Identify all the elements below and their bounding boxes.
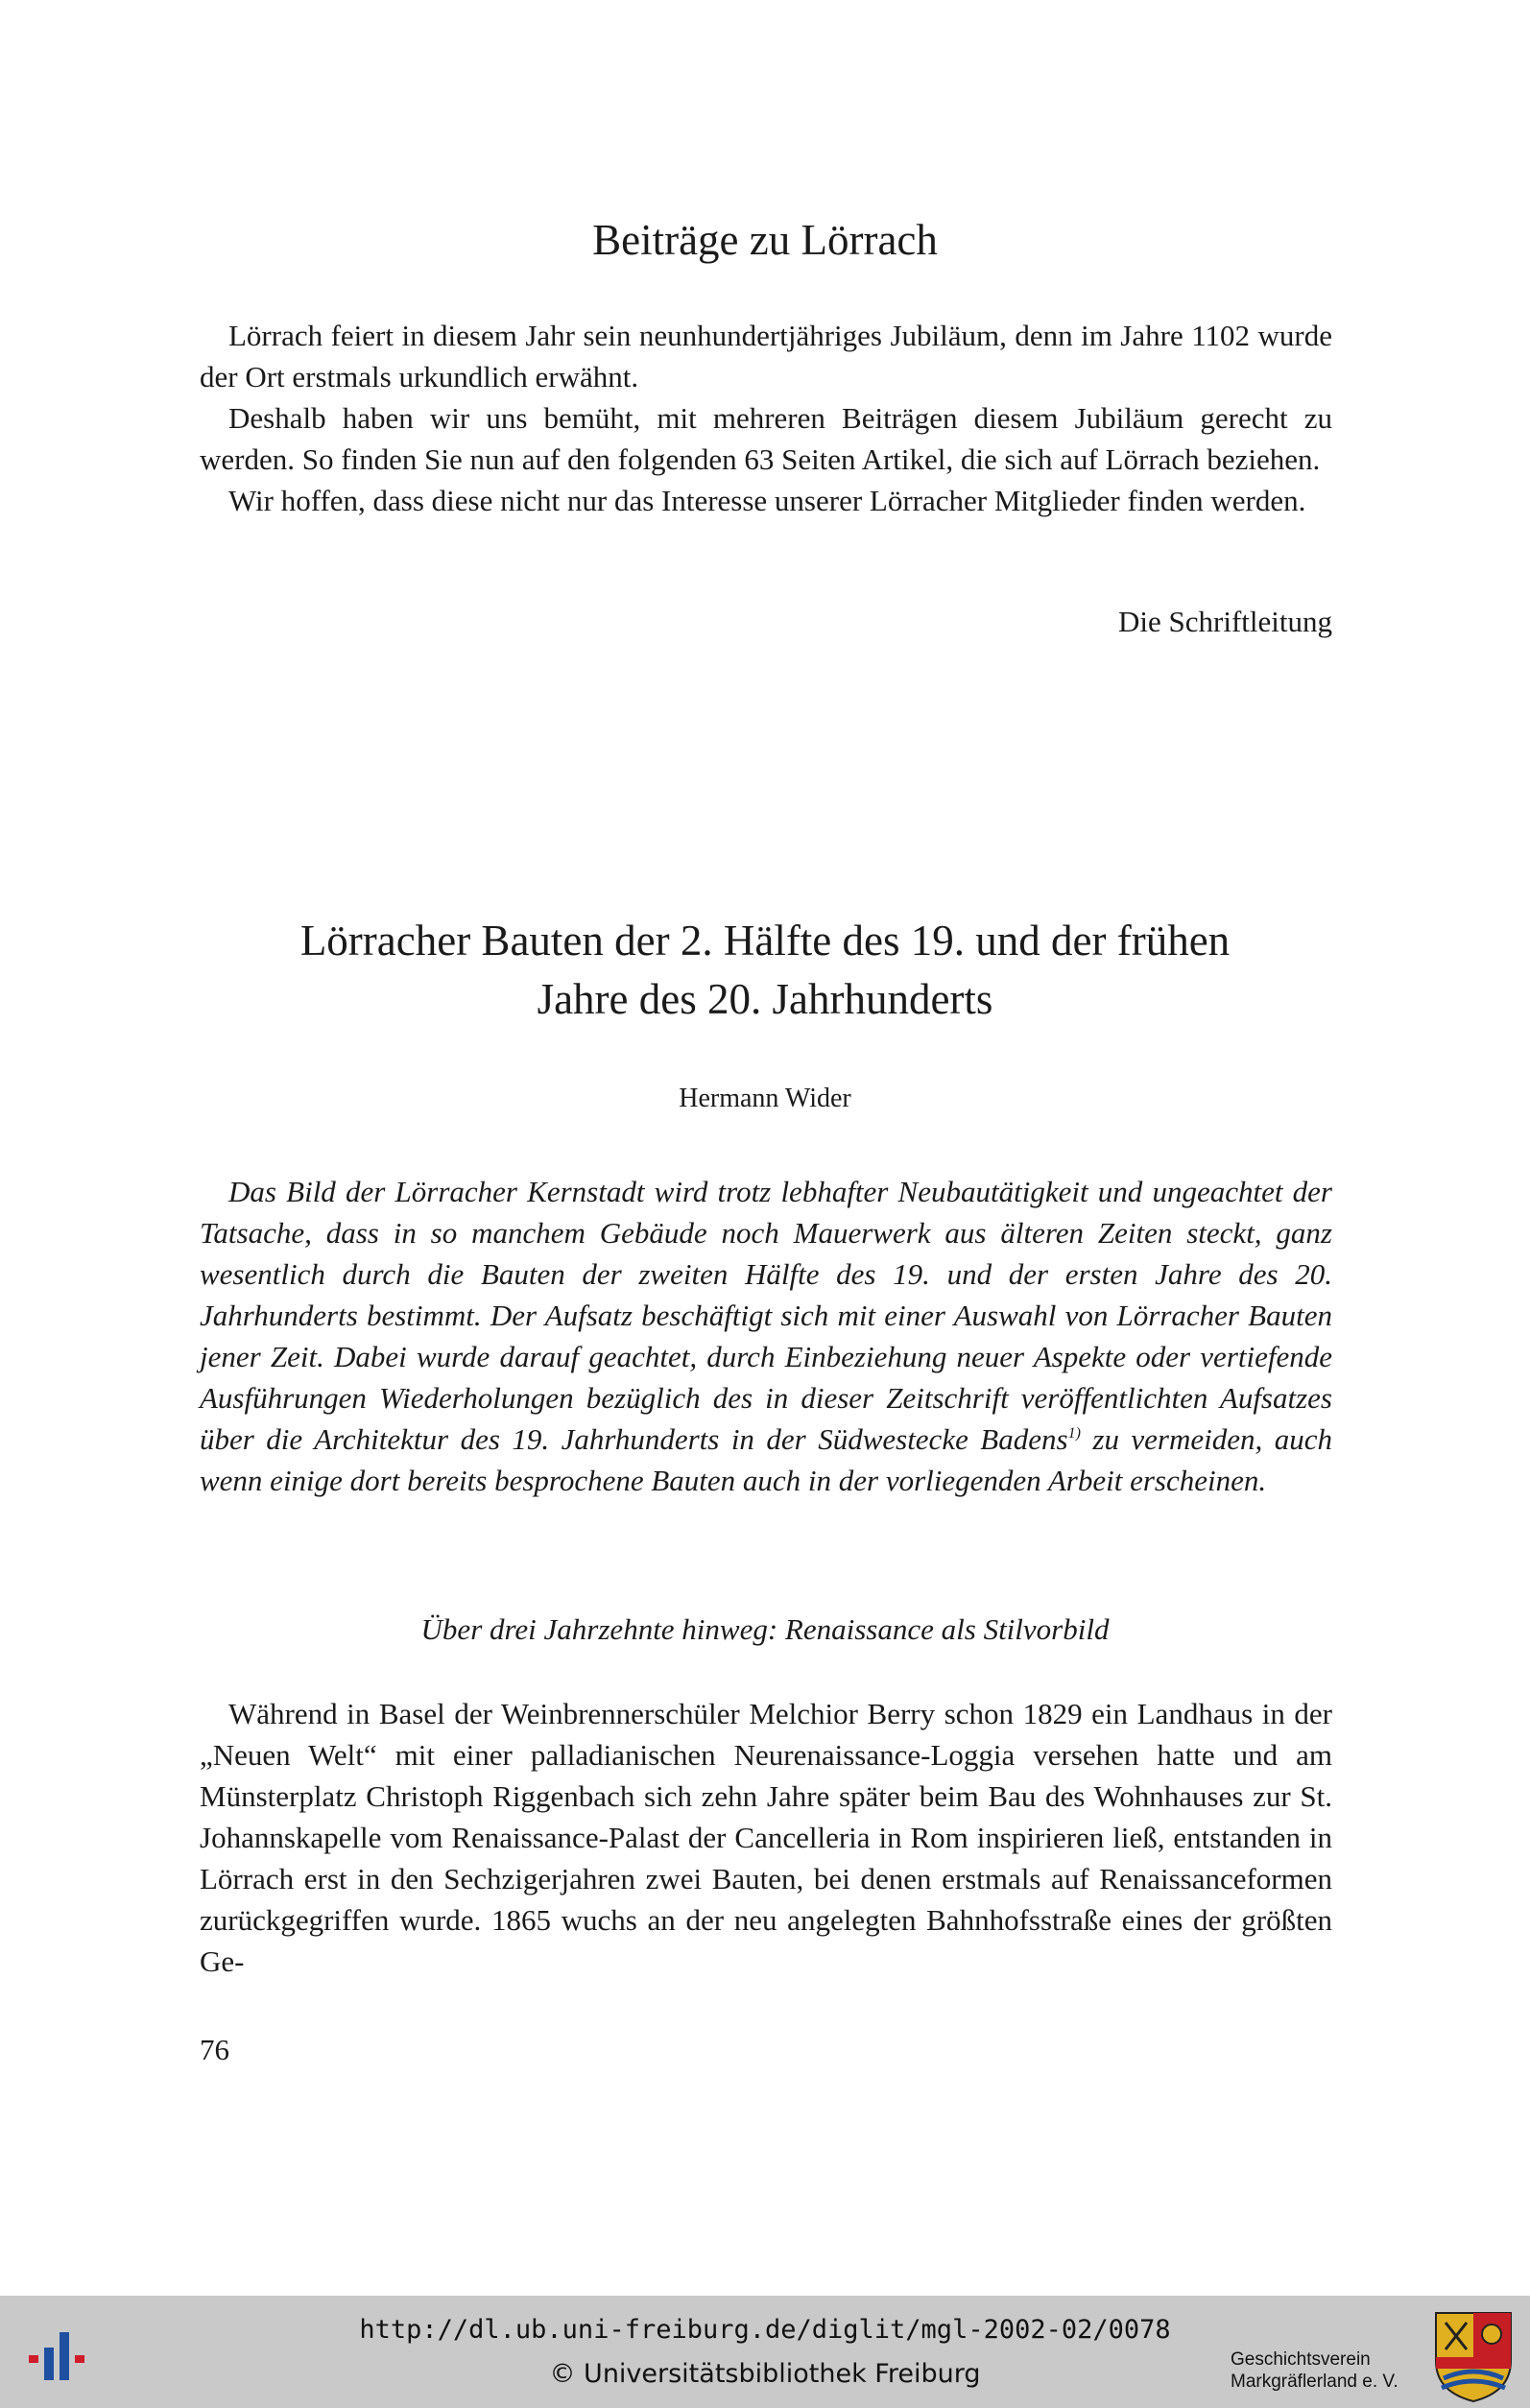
article-title [0,912,1530,1029]
copyright-notice: © Universitätsbibliothek Freiburg [549,2359,981,2389]
society-name-line: Geschichtsverein [1231,2349,1371,2370]
section-title: Beiträge zu Lörrach [592,216,938,264]
intro-signature: Die Schriftleitung [1118,605,1332,638]
intro-paragraph: Deshalb haben wir uns bemüht, mit mehreren Beiträgen diesem Jubiläum gerecht zu werden. So finden Sie nun auf den folgenden 63 Seiten Artikel, die sich auf Lörrach beziehen. [200,401,1332,476]
viewer-footer [0,2296,1530,2408]
article-subheading: Über drei Jahrzehnte hinweg: Renaissance als Stilvorbild [420,1612,1110,1646]
article-body [200,1693,1332,1982]
page-number: 76 [200,2033,229,2066]
abstract-text: zu vermeiden, auch wenn einige dort bereits besprochene Bauten auch in der vorliegenden Arbeit erscheinen. [200,1422,1332,1497]
article-abstract [200,1171,1332,1501]
article-title-line: Lörracher Bauten der 2. Hälfte des 19. und der frühen [299,917,1231,965]
abstract-paragraph [200,1171,1332,1501]
society-crest-icon[interactable] [1434,2311,1513,2403]
society-name [1231,2348,1399,2393]
footnote-reference[interactable]: 1) [1067,1425,1081,1442]
intro-paragraph: Wir hoffen, dass diese nicht nur das Interesse unserer Lörracher Mitglieder finden werden. [228,484,1306,517]
article-title-line: Jahre des 20. Jahrhunderts [537,975,993,1023]
intro-paragraph: Lörrach feiert in diesem Jahr sein neunhundertjähriges Jubiläum, denn im Jahre 1102 wurde der Ort erstmals urkundlich erwähnt. [200,319,1332,393]
abstract-text: Das Bild der Lörracher Kernstadt wird trotz lebhafter Neubautätigkeit und ungeachtet der Tatsache, dass in so manchem Gebäude noch Mauerwerk aus älteren Zeiten steckt, ganz wesentlich durch die Bauten der zweiten Hälfte des 19. und der ersten Jahre des 20. Jahrhunderts bestimmt. Der Aufsatz beschäftigt sich mit einer Auswahl von Lörracher Bauten jener Zeit. Dabei wurde darauf geachtet, durch Einbeziehung neuer Aspekte oder vertiefende Ausführungen Wiederholungen bezüglich des in dieser Zeitschrift veröffentlichten Aufsatzes über die Architektur des 19. Jahrhunderts in der Südwestecke Badens [200,1175,1332,1456]
article-author: Hermann Wider [679,1084,851,1113]
document-url-link[interactable]: http://dl.ub.uni-freiburg.de/diglit/mgl-2002-02/0078 [359,2315,1171,2345]
body-paragraph: Während in Basel der Weinbrennerschüler Melchior Berry schon 1829 ein Landhaus in der „Neuen Welt“ mit einer palladianischen Neurenaissance-Loggia versehen hatte und am Münsterplatz Christoph Riggenbach sich zehn Jahre später beim Bau des Wohnhauses zur St. Johannskapelle vom Renaissance-Palast der Cancelleria in Rom inspirieren ließ, entstanden in Lörrach erst in den Sechzigerjahren zwei Bauten, bei denen erstmals auf Renaissanceformen zurückgegriffen wurde. 1865 wuchs an der neu angelegten Bahnhofsstraße eines der größten Ge- [200,1697,1332,1978]
society-name-line: Markgräflerland e. V. [1231,2372,1399,2392]
intro-text [200,315,1332,521]
